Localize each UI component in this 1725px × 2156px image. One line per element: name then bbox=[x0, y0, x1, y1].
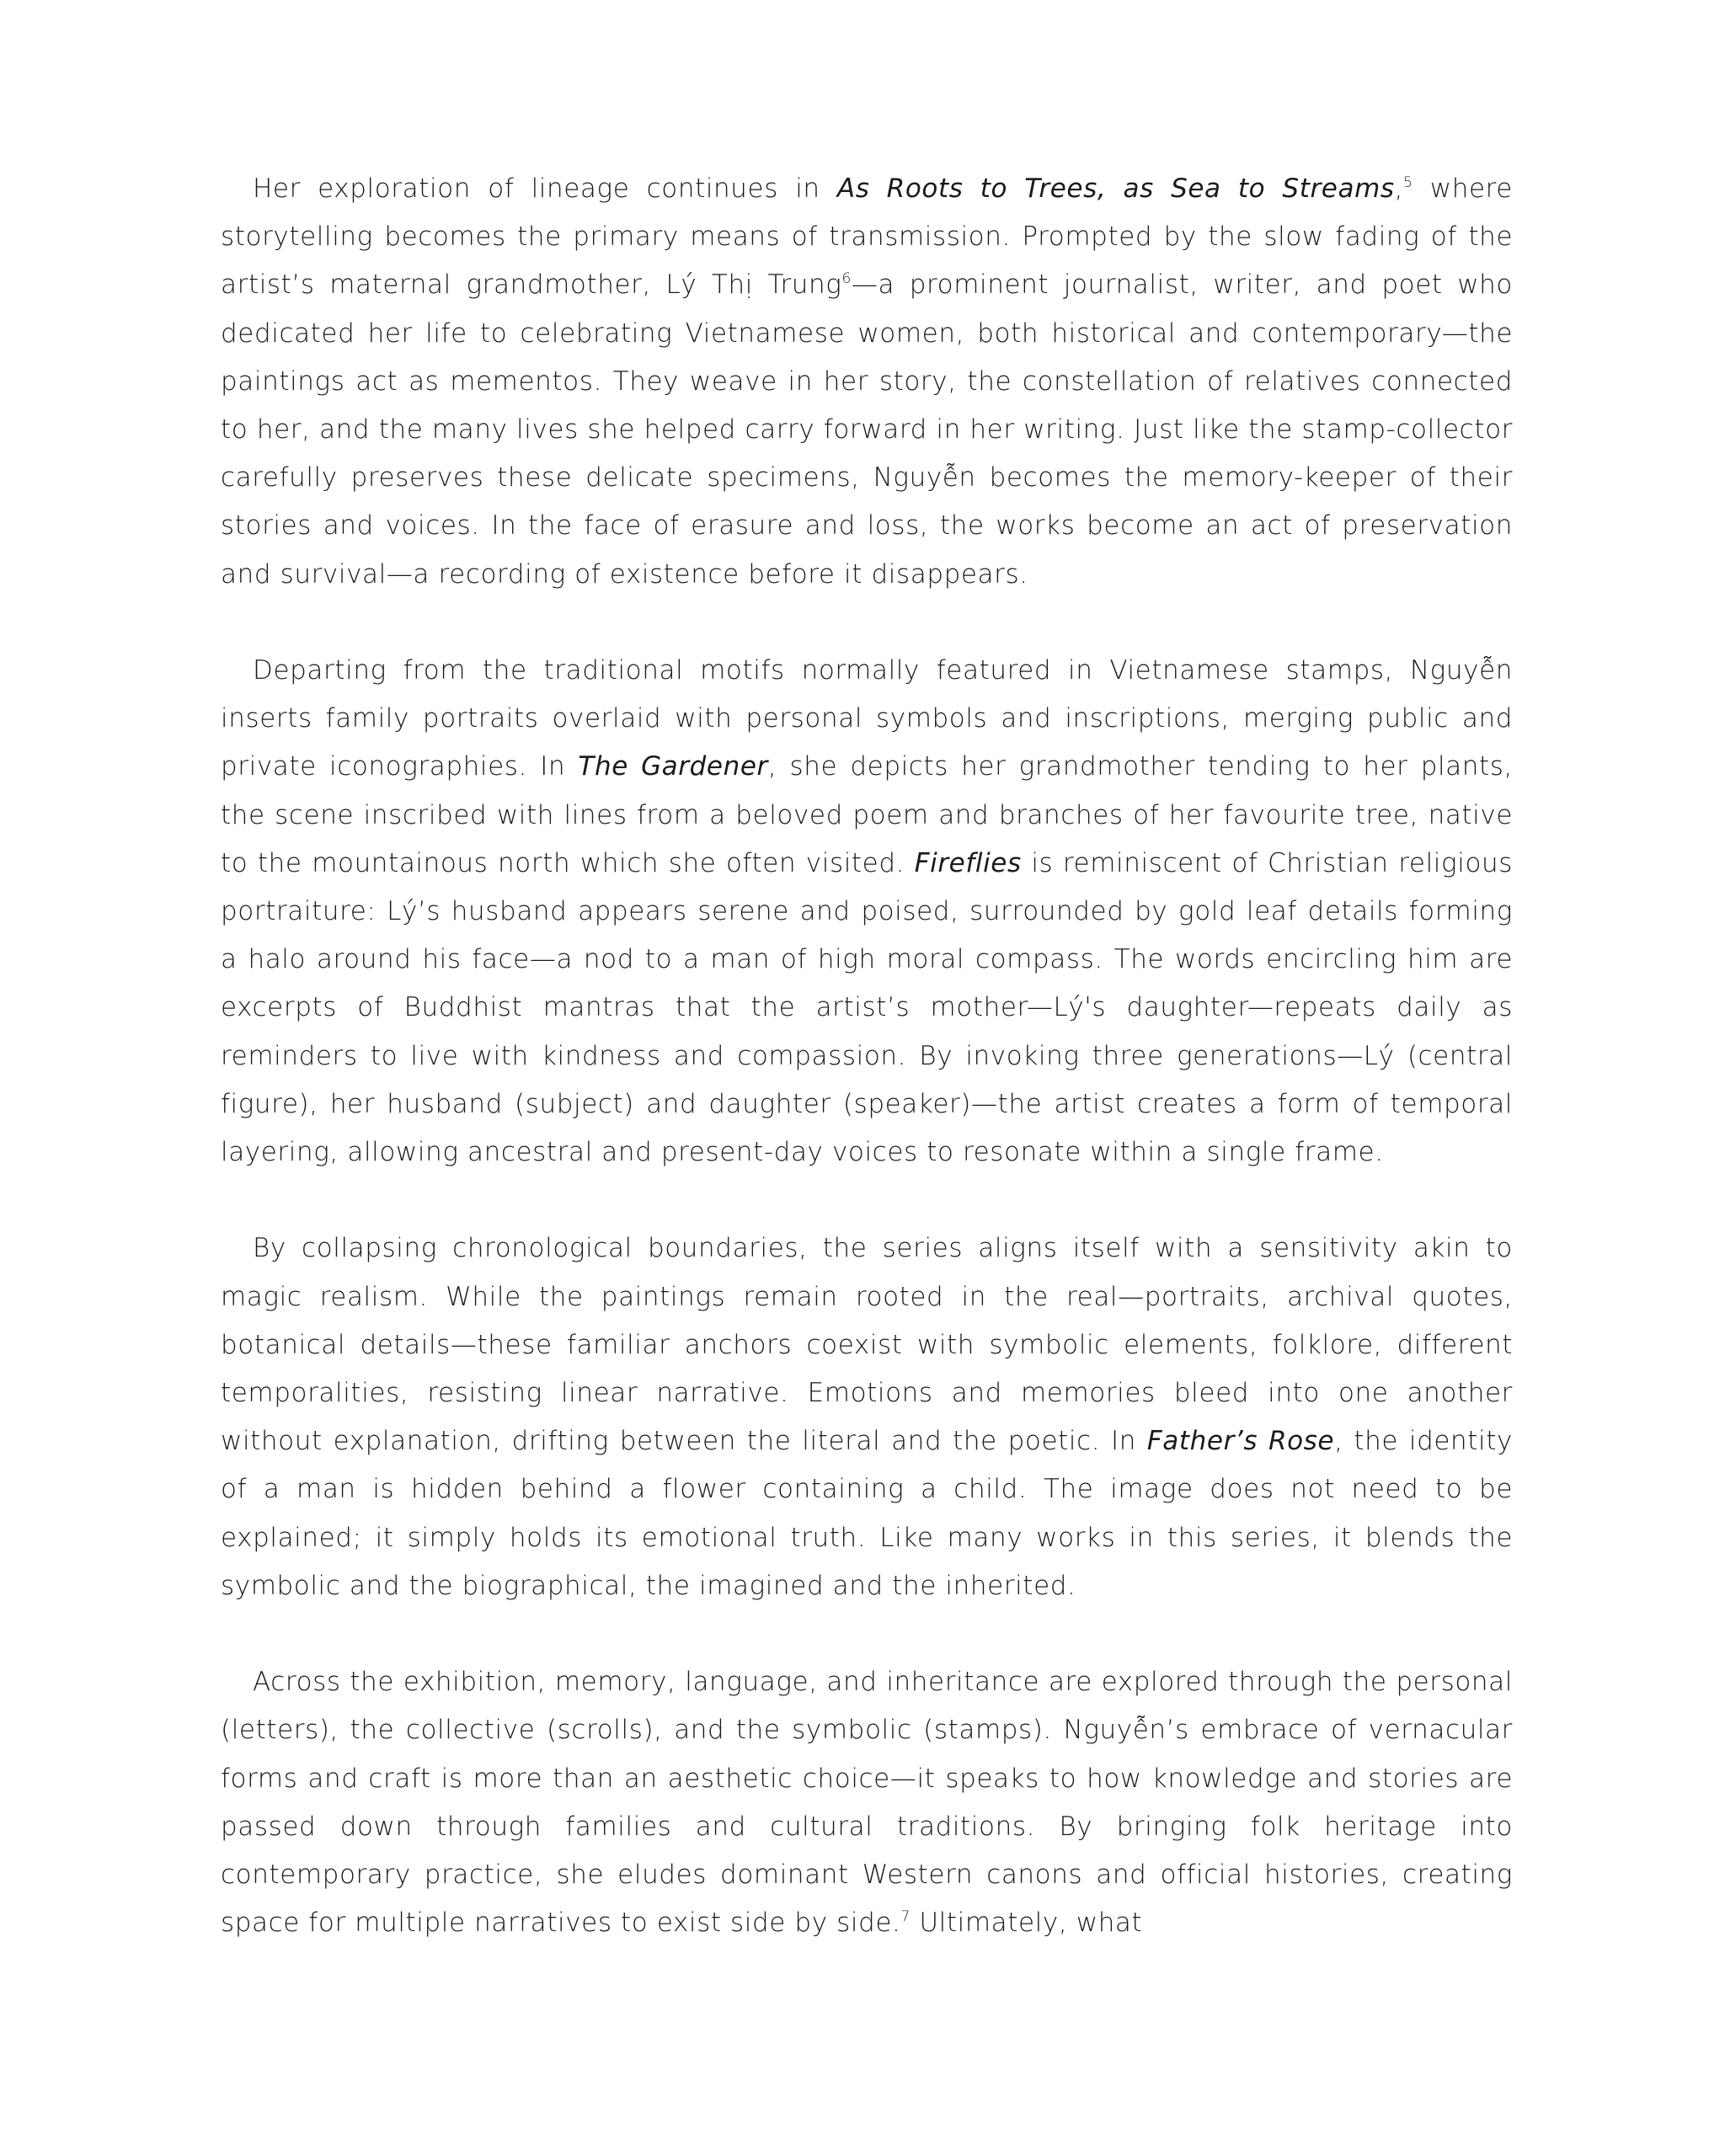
paragraph-stamps bbox=[221, 647, 1513, 1177]
paragraph-lineage bbox=[221, 165, 1513, 599]
paragraph-exhibition bbox=[221, 1658, 1513, 1947]
text-segment: Her exploration of lineage continues in bbox=[253, 173, 837, 204]
artwork-title: Father’s Rose bbox=[1146, 1426, 1335, 1457]
artwork-title: The Gardener bbox=[578, 751, 768, 782]
text-segment: Departing from the traditional motifs normally featured in Vietnamese stamps, Nguyễn inserts family portraits overlaid with personal symbols and inscriptions, merging public and private iconographies. In bbox=[221, 655, 1513, 782]
text-segment: Ultimately, what bbox=[910, 1908, 1143, 1939]
text-segment: where storytelling becomes the primary means of transmission. Prompted by the slow fading of the artist’s maternal grandmother, Lý Thị Trung bbox=[221, 173, 1513, 301]
document-body bbox=[221, 165, 1513, 1996]
text-segment: is reminiscent of Christian religious portraiture: Lý’s husband appears serene and poised, surrounded by gold leaf details forming a halo around his face—a nod to a man of high moral compass. The words encircling him are excerpts of Buddhist mantras that the artist’s mother—Lý's daughter—repeats daily as reminders to live with kindness and compassion. By invoking three generations—Lý (central figure), her husband (subject) and daughter (speaker)—the artist creates a form of temporal layering, allowing ancestral and present-day voices to resonate within a single frame. bbox=[221, 847, 1514, 1168]
text-segment: , bbox=[1394, 173, 1404, 204]
text-segment: By collapsing chronological boundaries, the series aligns itself with a sensitivity akin to magic realism. While the paintings remain rooted in the real—portraits, archival quotes, botanical details—these familiar anchors coexist with symbolic elements, folklore, different temporalities, resisting linear narrative. Emotions and memories bleed into one another without explanation, drifting between the literal and the poetic. In bbox=[221, 1233, 1513, 1457]
footnote-reference[interactable]: 6 bbox=[841, 270, 852, 288]
footnote-reference[interactable]: 7 bbox=[900, 1908, 911, 1926]
paragraph-magic-realism bbox=[221, 1225, 1513, 1610]
text-segment: , the identity of a man is hidden behind a flower containing a child. The image does not need to be explained; it simply holds its emotional truth. Like many works in this series, it blends the symbolic and the biographical, the imagined and the inherited. bbox=[221, 1426, 1513, 1601]
artwork-title: As Roots to Trees, as Sea to Streams bbox=[836, 173, 1395, 204]
artwork-title: Fireflies bbox=[914, 847, 1022, 878]
text-segment: —a prominent journalist, writer, and poet who dedicated her life to celebrating Vietnamese women, both historical and contemporary—the paintings act as mementos. They weave in her story, the constellation of relatives connected to her, and the many lives she helped carry forward in her writing. Just like the stamp-collector carefully preserves these delicate specimens, Nguyễn becomes the memory-keeper of their stories and voices. In the face of erasure and loss, the works become an act of preservation and survival—a recording of existence before it disappears. bbox=[221, 270, 1513, 590]
footnote-reference[interactable]: 5 bbox=[1403, 173, 1413, 191]
text-segment: , she depicts her grandmother tending to her plants, the scene inscribed with lines from a beloved poem and branches of her favourite tree, native to the mountainous north which she often visited. bbox=[221, 751, 1513, 878]
text-segment: Across the exhibition, memory, language, and inheritance are explored through the personal (letters), the collective (scrolls), and the symbolic (stamps). Nguyễn’s embrace of vernacular forms and craft is more than an aesthetic choice—it speaks to how knowledge and stories are passed down through families and cultural traditions. By bringing folk heritage into contemporary practice, she eludes dominant Western canons and official histories, creating space for multiple narratives to exist side by side. bbox=[221, 1667, 1513, 1939]
